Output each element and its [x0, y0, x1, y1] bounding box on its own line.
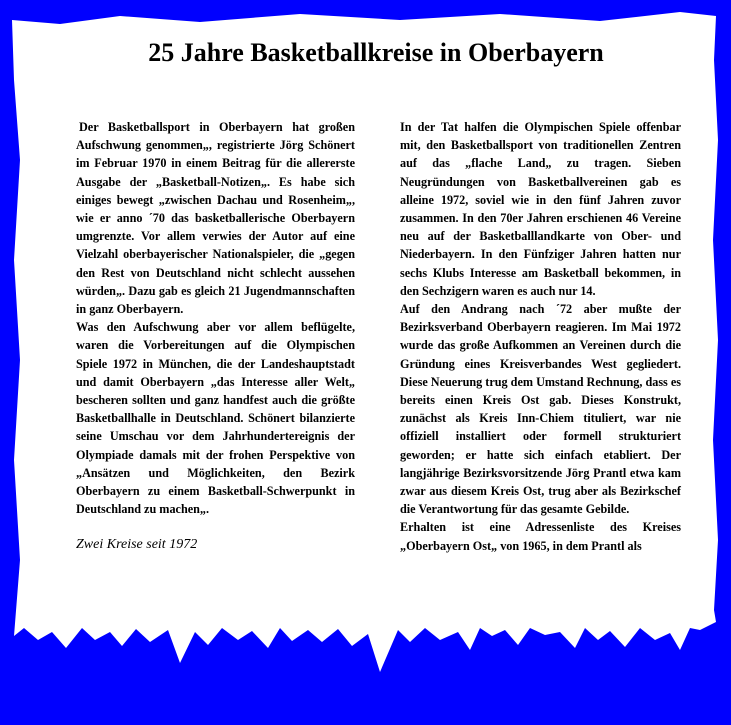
paragraph: In der Tat halfen die Olympischen Spiele offenbar mit, den Basketballsport von traditionellen Zentren auf das „flache Land„ zu tragen. Sieben Neugründungen von Basketballvereinen gab es alleine 1972, soviel wie in den fünf Jahren zuvor zusammen. In den 70er Jahren erschienen 46 Vereine neu auf der Basketballlandkarte von Ober- und Niederbayern. In den Fünfziger Jahren hatten nur sechs Klubs Interesse am Basketball bekommen, in den Sechzigern waren es auch nur 14.	[400, 120, 681, 298]
article-right-column	[400, 118, 681, 555]
paragraph: Was den Aufschwung aber vor allem beflügelte, waren die Vorbereitungen auf die Olympischen Spiele 1972 in München, die der Landeshauptstadt und damit Oberbayern „das Interesse aller Welt„ bescheren sollten und ganz handfest auch die größte Basketballhalle in Deutschland. Schönert bilanzierte seine Umschau vor dem Jahrhundertereignis der Olympiade damals mit der frohen Perspektive von „Ansätzen und Möglichkeiten, den Bezirk Oberbayern zu einem Basketball-Schwerpunkt in Deutschland zu machen„.	[76, 320, 355, 517]
paragraph: Erhalten ist eine Adressenliste des Kreises „Oberbayern Ost„ von 1965, in dem Prantl als	[400, 520, 681, 553]
paragraph: Auf den Andrang nach ´72 aber mußte der Bezirksverband Oberbayern reagieren. Im Mai 1972 wurde das große Aufkommen an Vereinen durch die Gründung eines Kreisverbandes West gegliedert. Diese Neuerung trug dem Umstand Rechnung, dass es bereits einen Kreis Ost gab. Dieses Konstrukt, zunächst als Kreis Inn-Chiem tituliert, war nie offiziell installiert oder formell strukturiert geworden; er hatte sich einfach etabliert. Der langjährige Bezirksvorsitzende Jörg Prantl etwa kam zwar aus diesem Kreis Ost, trug aber als Bezirkschef die Verantwortung für das gesamte Gebilde.	[400, 302, 682, 517]
section-subheading: Zwei Kreise seit 1972	[76, 537, 198, 553]
paragraph: Der Basketballsport in Oberbayern hat großen Aufschwung genommen„, registrierte Jörg Schönert im Februar 1970 in einem Beitrag für die allererste Ausgabe der „Basketball-Notizen„. Es habe sich einiges bewegt „zwischen Dachau und Rosenheim„, wie er anno ´70 das basketballerische Oberbayern umgrenzte. Vor allem verwies der Autor auf eine Vielzahl oberbayerischer Nationalspieler, die „gegen den Rest von Deutschland nicht schlecht aussehen würden„. Dazu gab es gleich 21 Jugendmannschaften in ganz Oberbayern.	[76, 120, 355, 317]
article-left-column	[76, 118, 355, 554]
page-title: 25 Jahre Basketballkreise in Oberbayern	[148, 38, 604, 67]
